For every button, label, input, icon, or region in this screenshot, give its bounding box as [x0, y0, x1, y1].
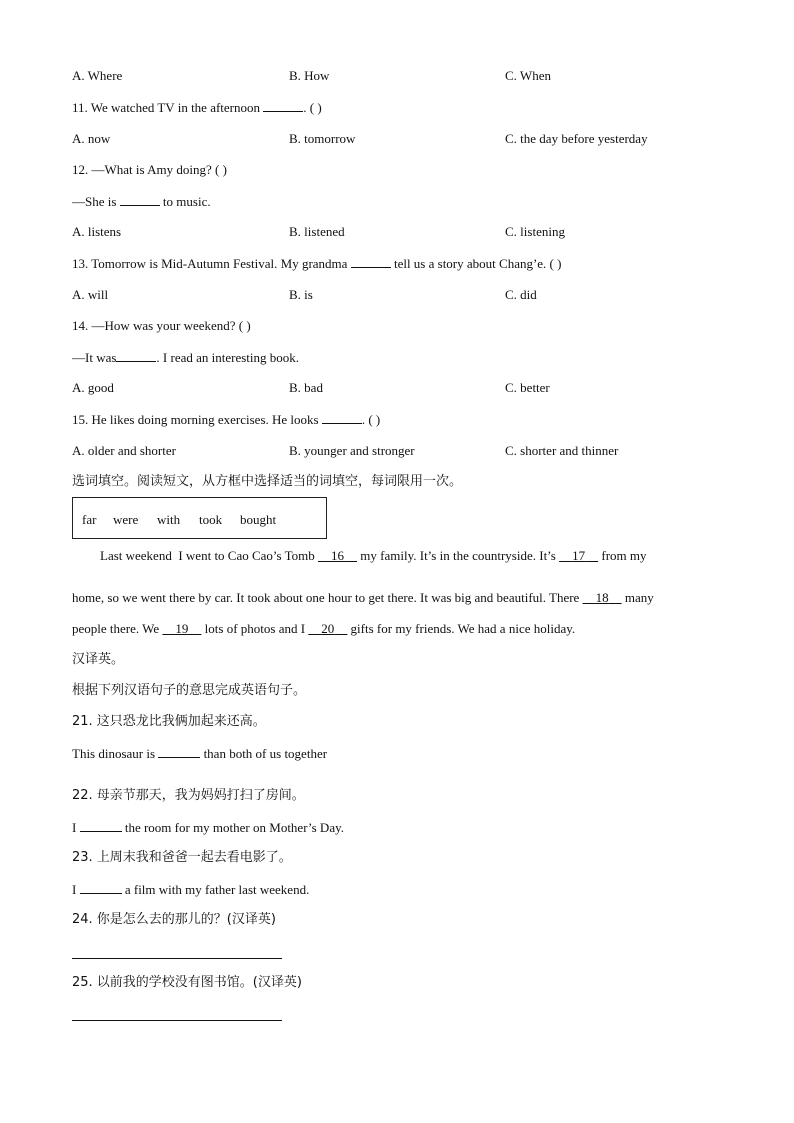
passage-text: home, so we went there by car. It took about one hour to get there. It was big and beautiful. There [72, 590, 583, 605]
word-box [72, 497, 327, 539]
q13-stem-text: 13. Tomorrow is Mid-Autumn Festival. My grandma [72, 256, 351, 271]
q15-option-b: B. younger and stronger [289, 443, 415, 458]
q13-stem [72, 255, 561, 272]
q15-option-a: A. older and shorter [72, 443, 176, 458]
word-box-item: took [199, 512, 223, 527]
q15-stem-text: 15. He likes doing morning exercises. He looks [72, 412, 322, 427]
q14-response-end: . I read an interesting book. [156, 350, 300, 365]
q14-option-b: B. bad [289, 380, 323, 395]
answer-blank[interactable] [116, 349, 156, 362]
section-instructions: 根据下列汉语句子的意思完成英语句子。 [72, 683, 307, 698]
passage-text: people there. We [72, 621, 163, 636]
q12-stem: 12. —What is Amy doing? ( ) [72, 162, 227, 177]
answer-blank[interactable] [263, 99, 303, 112]
blank-number: 18 [595, 590, 609, 605]
q23-text: I [72, 882, 80, 897]
answer-blank[interactable] [80, 819, 122, 832]
q14-option-a: A. good [72, 380, 114, 395]
q10-option-c: C. When [505, 68, 551, 83]
q21-text-end: than both of us together [200, 746, 328, 761]
blank-number: 19 [175, 621, 189, 636]
q22-text-end: the room for my mother on Mother’s Day. [121, 820, 344, 835]
q22-text: I [72, 820, 80, 835]
q24-chinese: 24. 你是怎么去的那儿的？(汉译英) [72, 912, 276, 927]
blank-17[interactable] [559, 548, 598, 563]
q24-answer-line[interactable] [72, 958, 282, 959]
word-box-item: with [157, 512, 181, 527]
blank-20[interactable] [308, 621, 347, 636]
q11-option-c: C. the day before yesterday [505, 131, 648, 146]
answer-blank[interactable] [351, 255, 391, 268]
blank-number: 16 [331, 548, 345, 563]
q11-stem-end: . ( ) [303, 100, 322, 115]
q15-stem-end: . ( ) [361, 412, 381, 427]
q12-response-text: —She is [72, 194, 120, 209]
blank-18[interactable] [583, 590, 622, 605]
q14-stem: 14. —How was your weekend? ( ) [72, 318, 251, 333]
q12-option-b: B. listened [289, 224, 345, 239]
passage-text: gifts for my friends. We had a nice holiday. [347, 621, 576, 636]
q11-option-a: A. now [72, 131, 111, 146]
section-title-cloze: 选词填空。阅读短文，从方框中选择适当的词填空，每词限用一次。 [72, 474, 463, 489]
q23-text-end: a film with my father last weekend. [121, 882, 310, 897]
q14-option-c: C. better [505, 380, 550, 395]
q15-stem [72, 411, 380, 428]
q25-answer-line[interactable] [72, 1020, 282, 1021]
passage-text: many [621, 590, 654, 605]
q23-chinese: 23. 上周末我和爸爸一起去看电影了。 [72, 850, 292, 865]
passage-text: Last weekend [100, 548, 172, 563]
passage-text: I went to Cao Cao’s Tomb [178, 548, 319, 563]
q11-stem-text: 11. We watched TV in the afternoon [72, 100, 264, 115]
q14-response-text: —It was [72, 350, 117, 365]
q13-stem-end: tell us a story about Chang’e. ( ) [390, 256, 562, 271]
section-title-translate: 汉译英。 [72, 652, 125, 667]
word-box-item: bought [240, 512, 277, 527]
q10-option-a: A. Where [72, 68, 123, 83]
blank-16[interactable] [318, 548, 357, 563]
blank-number: 20 [321, 621, 335, 636]
q12-option-a: A. listens [72, 224, 122, 239]
q21-text: This dinosaur is [72, 746, 159, 761]
q12-option-c: C. listening [505, 224, 565, 239]
q12-response [72, 193, 211, 210]
word-box-item: were [113, 512, 139, 527]
q15-option-c: C. shorter and thinner [505, 443, 619, 458]
q14-response [72, 349, 299, 366]
passage-text: from my [598, 548, 647, 563]
answer-blank[interactable] [158, 745, 200, 758]
passage-line-2 [72, 590, 654, 606]
q13-option-c: C. did [505, 287, 537, 302]
q11-stem [72, 99, 322, 116]
blank-number: 17 [572, 548, 586, 563]
q25-chinese: 25. 以前我的学校没有图书馆。(汉译英) [72, 975, 302, 990]
blank-19[interactable] [162, 621, 201, 636]
q21-english [72, 745, 327, 762]
answer-blank[interactable] [80, 881, 122, 894]
answer-blank[interactable] [120, 193, 160, 206]
answer-blank[interactable] [322, 411, 362, 424]
q22-chinese: 22. 母亲节那天，我为妈妈打扫了房间。 [72, 788, 305, 803]
word-box-item: far [82, 512, 97, 527]
q12-response-end: to music. [159, 194, 211, 209]
q13-option-b: B. is [289, 287, 313, 302]
passage-line-1 [100, 548, 647, 564]
q22-english [72, 819, 344, 836]
q23-english [72, 881, 309, 898]
q21-chinese: 21. 这只恐龙比我俩加起来还高。 [72, 714, 266, 729]
passage-line-3 [72, 621, 575, 637]
q13-option-a: A. will [72, 287, 109, 302]
q11-option-b: B. tomorrow [289, 131, 356, 146]
passage-text: lots of photos and I [201, 621, 309, 636]
passage-text: my family. It’s in the countryside. It’s [357, 548, 560, 563]
q10-option-b: B. How [289, 68, 330, 83]
